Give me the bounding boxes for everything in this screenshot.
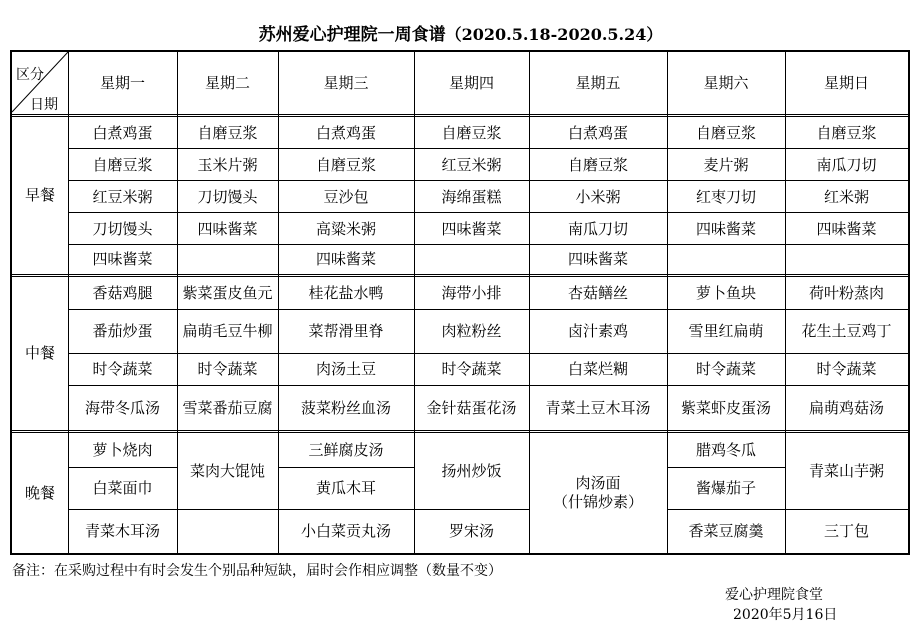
dish-item: 时令蔬菜 [816, 360, 877, 378]
dish-item: 刀切馒头 [92, 219, 153, 238]
corner-label-bottom: 日期 [30, 97, 58, 113]
dish-item: 四味酱菜 [92, 250, 153, 268]
dish-item: 白菜烂糊 [567, 360, 628, 378]
dish-item: 雪菜番茄豆腐 [182, 398, 273, 417]
dish-item: 肉汤土豆 [315, 360, 376, 378]
dish-item: 自磨豆浆 [567, 155, 628, 174]
dish-item: 萝卜鱼块 [695, 283, 756, 302]
dish-item: 紫菜虾皮蛋汤 [680, 398, 771, 417]
dish-item: 红豆米粥 [441, 155, 502, 174]
dish-item: 四味酱菜 [197, 219, 258, 238]
dish-item: 海带小排 [441, 283, 502, 302]
grid-line [12, 114, 908, 115]
page-title [0, 20, 921, 45]
dish-item: 菜肉大馄饨 [189, 461, 265, 480]
dish-item: 香菇鸡腿 [92, 283, 153, 302]
day-header: 星期三 [323, 73, 369, 92]
dish-item: 白菜面巾 [92, 479, 153, 497]
dish-item: 时令蔬菜 [441, 360, 502, 378]
dish-item [667, 245, 785, 274]
dish-item: 扬州炒饭 [441, 461, 502, 480]
day-header: 星期日 [823, 73, 869, 92]
dish-item: 桂花盐水鸭 [308, 283, 384, 302]
signature-date: 2020年5月16日 [733, 607, 838, 623]
dish-item: 麦片粥 [703, 155, 749, 174]
dish-item: 菠菜粉丝血汤 [300, 398, 391, 417]
footnote: 备注：在采购过程中有时会发生个别品种短缺，届时会作相应调整（数量不变） [12, 563, 502, 579]
dish-item: 萝卜烧肉 [92, 440, 153, 459]
dish-item: 杏菇鳝丝 [567, 283, 628, 302]
dish-item: 四味酱菜 [567, 250, 628, 268]
day-header: 星期四 [448, 73, 494, 92]
dish-item: 自磨豆浆 [695, 123, 756, 142]
dish-item: 罗宋汤 [448, 522, 494, 540]
dish-item: 青菜木耳汤 [84, 522, 160, 540]
dish-item [414, 245, 529, 274]
meal-label-breakfast: 早餐 [24, 186, 55, 204]
dish-item: 紫菜蛋皮鱼元 [182, 283, 273, 302]
dish-item: 白煮鸡蛋 [92, 123, 153, 142]
dish-item: 自磨豆浆 [92, 155, 153, 174]
grid-line [12, 274, 908, 275]
dish-item: 花生土豆鸡丁 [801, 322, 892, 340]
dish-item: 四味酱菜 [695, 219, 756, 238]
dish-subtitle: （什锦炒素） [552, 493, 643, 511]
dish-item: 酱爆茄子 [695, 479, 756, 497]
dish-item: 豆沙包 [323, 187, 369, 206]
dish-item: 海带冬瓜汤 [84, 398, 160, 417]
dish-item: 雪里红扁萌 [688, 322, 764, 340]
dish-item [177, 245, 278, 274]
dish-item: 小米粥 [575, 187, 621, 206]
dish-item: 南瓜刀切 [567, 219, 628, 238]
meal-label-dinner: 晚餐 [24, 483, 55, 502]
dish-item: 刀切馒头 [197, 187, 258, 206]
dish-item: 荷叶粉蒸肉 [808, 283, 884, 302]
day-header: 星期五 [575, 73, 621, 92]
dish-item: 番茄炒蛋 [92, 322, 153, 340]
dish-item: 金针菇蛋花汤 [426, 398, 517, 417]
dish-item: 三丁包 [823, 522, 869, 540]
dish-item: 自磨豆浆 [441, 123, 502, 142]
dish-item: 肉粒粉丝 [441, 322, 502, 340]
dish-item: 四味酱菜 [816, 219, 877, 238]
dish-item: 红米粥 [823, 187, 869, 206]
dish-item: 黄瓜木耳 [315, 479, 376, 497]
dish-item: 时令蔬菜 [695, 360, 756, 378]
dish-item: 香菜豆腐羹 [688, 522, 764, 540]
dish-name: 肉汤面 [575, 474, 621, 492]
day-header: 星期一 [99, 73, 145, 92]
dish-item [529, 433, 667, 553]
dish-item: 扁萌毛豆牛柳 [182, 322, 273, 340]
dish-item: 腊鸡冬瓜 [695, 440, 756, 459]
day-header: 星期二 [204, 73, 250, 92]
dish-item: 三鲜腐皮汤 [308, 440, 384, 459]
dish-item: 白煮鸡蛋 [567, 123, 628, 142]
dish-item: 自磨豆浆 [197, 123, 258, 142]
dish-item: 小白菜贡丸汤 [300, 522, 391, 540]
date-range: （2020.5.18-2020.5.24） [445, 25, 663, 44]
meal-label-lunch: 中餐 [24, 344, 55, 362]
dish-item: 自磨豆浆 [816, 123, 877, 142]
title-text: 苏州爱心护理院一周食谱 [258, 25, 446, 45]
dish-item: 扁萌鸡菇汤 [808, 398, 884, 417]
dish-item: 自磨豆浆 [315, 155, 376, 174]
corner-label-top: 区分 [16, 67, 44, 83]
dish-item [785, 245, 908, 274]
dish-item: 白煮鸡蛋 [315, 123, 376, 142]
dish-item: 玉米片粥 [197, 155, 258, 174]
dish-item: 高粱米粥 [315, 219, 376, 238]
dish-item: 菜帮滑里脊 [308, 322, 384, 340]
day-header: 星期六 [703, 73, 749, 92]
dish-item: 青菜山芋粥 [808, 461, 884, 480]
grid-line [177, 509, 278, 510]
dish-item: 时令蔬菜 [92, 360, 153, 378]
corner-diagonal [12, 52, 70, 114]
dish-item: 红枣刀切 [695, 187, 756, 206]
dish-item: 红豆米粥 [92, 187, 153, 206]
dish-item: 南瓜刀切 [816, 155, 877, 174]
dish-item: 四味酱菜 [441, 219, 502, 238]
signature-org: 爱心护理院食堂 [725, 587, 823, 603]
menu-table [10, 50, 910, 555]
dish-item: 青菜土豆木耳汤 [545, 398, 651, 417]
grid-line [12, 430, 908, 431]
dish-item: 时令蔬菜 [197, 360, 258, 378]
dish-item: 海绵蛋糕 [441, 187, 502, 206]
dish-item: 四味酱菜 [315, 250, 376, 268]
dish-item: 卤汁素鸡 [567, 322, 628, 340]
